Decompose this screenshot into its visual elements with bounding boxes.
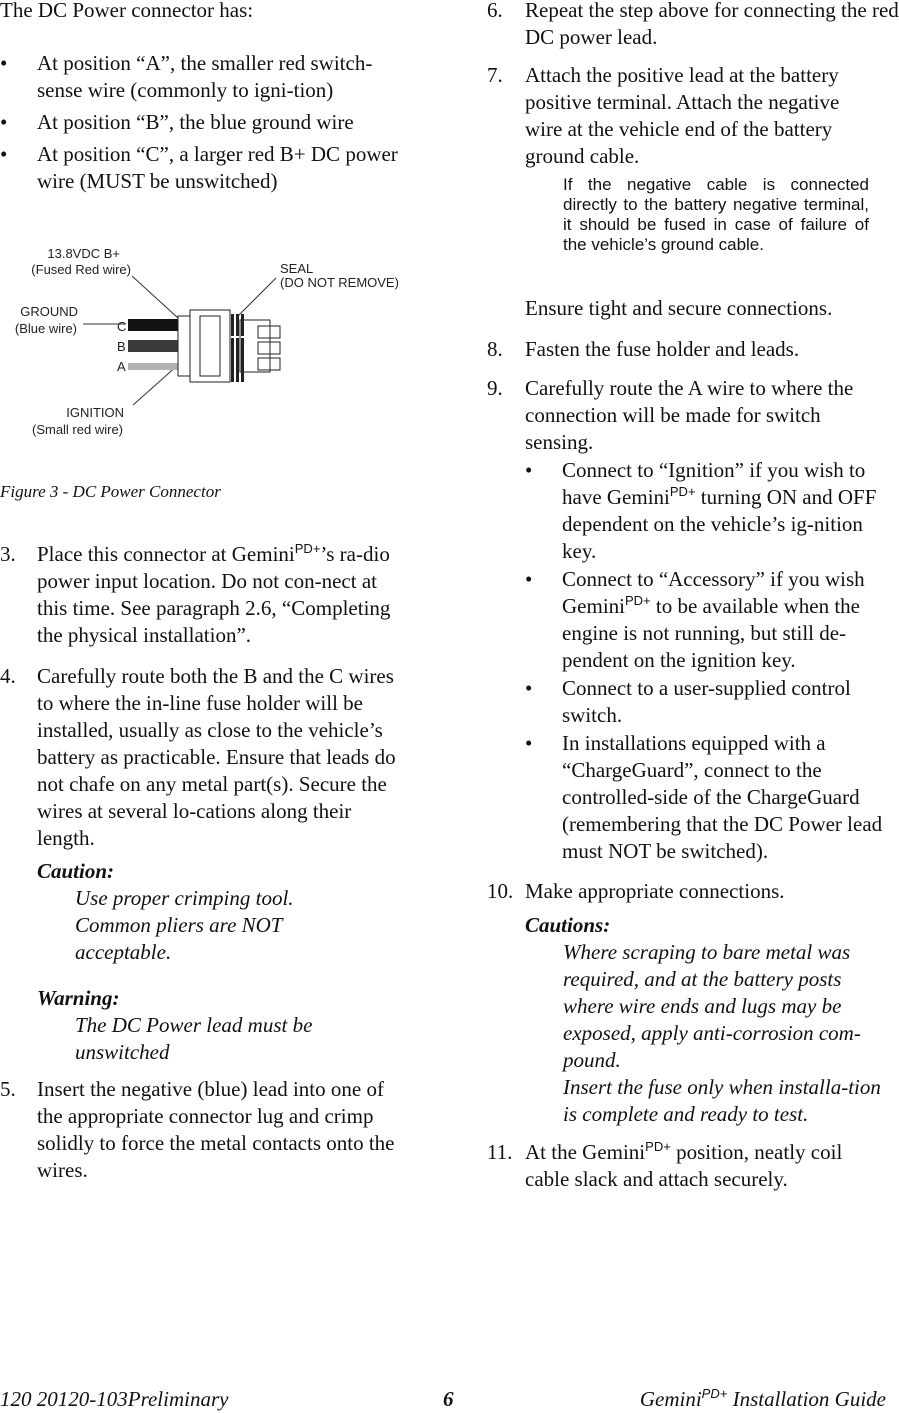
step-number: 4. <box>0 664 16 688</box>
cautions-body-2: Insert the fuse only when installa-tion is complete and ready to test. <box>563 1075 881 1126</box>
step-number: 5. <box>0 1077 16 1101</box>
list-item: • Connect to “Accessory” if you wish Gemini$^{PD+}$ to be available when the engine is not running, but still de-pendent on the ignition key. <box>525 566 899 674</box>
step-9-bullet-list <box>525 457 899 865</box>
page-number: 6 <box>443 1387 454 1411</box>
step-10: 10. Make appropriate connections. <box>487 879 785 903</box>
list-item: • At position “B”, the blue ground wire <box>0 109 410 136</box>
power-leader-line <box>132 276 178 318</box>
step-number: 7. <box>487 63 503 87</box>
wire-b <box>128 340 178 352</box>
seal-label: SEAL <box>280 261 314 276</box>
ignition-sub-label: (Small red wire) <box>31 422 123 437</box>
ground-sub-label: (Blue wire) <box>14 321 77 336</box>
step-number: 6. <box>487 0 503 22</box>
step-4: 4. Carefully route both the B and the C wires to where the in-line fuse holder will be installed, usually as close to the vehicle’s battery as practicable. Ensure that leads do not chafe on any metal part(s). Secure the wires at several lo-cations along their length. <box>0 664 396 850</box>
step-7-note: If the negative cable is connected directly to the battery negative terminal, it should be fused in case of failure of the vehicle’s ground cable. <box>563 175 869 254</box>
figure-caption: Figure 3 - DC Power Connector <box>0 482 221 501</box>
step-9: 9. Carefully route the A wire to where the connection will be made for switch sensing. <box>487 376 854 454</box>
step-number: 8. <box>487 337 503 361</box>
warning-body: The DC Power lead must be unswitched <box>75 1013 313 1064</box>
cautions-body-1: Where scraping to bare metal was required, and at the battery posts where wire ends and lugs may be exposed, apply anti-corrosion com-pound. <box>563 940 861 1072</box>
seal-sub-label: (DO NOT REMOVE) <box>280 275 399 290</box>
wire-a <box>128 363 178 370</box>
step-number: 10. <box>487 879 514 903</box>
step-7-after: Ensure tight and secure connections. <box>525 296 833 320</box>
ignition-leader-line <box>133 365 178 405</box>
wire-c <box>128 319 178 331</box>
connector-bullet-list <box>0 50 410 200</box>
caution-heading: Caution: <box>37 859 115 883</box>
caution-body: Use proper crimping tool. Common pliers are NOT acceptable. <box>75 886 294 964</box>
step-8: 8. Fasten the fuse holder and leads. <box>487 337 800 361</box>
power-label: 13.8VDC B+ <box>47 246 120 261</box>
step-6: 6. Repeat the step above for connecting the red DC power lead. <box>487 0 899 51</box>
ground-label: GROUND <box>20 304 78 319</box>
list-item: • Connect to “Ignition” if you wish to have Gemini$^{PD+}$ turning ON and OFF dependent on the vehicle’s ig-nition key. <box>525 457 899 565</box>
seal-leader-line <box>236 278 276 318</box>
list-item: • In installations equipped with a “ChargeGuard”, connect to the controlled-side of the ChargeGuard (remembering that the DC Power lead must NOT be switched). <box>525 730 899 865</box>
list-item: • Connect to a user-supplied control switch. <box>525 675 899 729</box>
warning-heading: Warning: <box>37 986 120 1010</box>
step-number: 3. <box>0 542 16 566</box>
guide-title: Gemini$^{PD+}$ Installation Guide <box>639 1386 886 1411</box>
list-item: • At position “C”, a larger red B+ DC power wire (MUST be unswitched) <box>0 141 410 195</box>
step-3: 3. Place this connector at Gemini$^{PD+}$’s ra-dio power input location. Do not con-nect at this time. See paragraph 2.6, “Completing the physical installation”. <box>0 541 391 647</box>
dc-power-connector-diagram <box>0 220 415 450</box>
ignition-label: IGNITION <box>66 405 124 420</box>
step-11: 11. At the Gemini$^{PD+}$ position, neatly coil cable slack and attach securely. <box>487 1139 843 1191</box>
power-sub-label: (Fused Red wire) <box>31 262 131 277</box>
intro-text: The DC Power connector has: <box>0 0 254 22</box>
step-5: 5. Insert the negative (blue) lead into one of the appropriate connector lug and crimp solidly to force the metal contacts onto the wires. <box>0 1077 395 1182</box>
connector-housing <box>178 310 280 382</box>
document-number: 120 20120-103Preliminary <box>0 1387 229 1411</box>
step-number: 11. <box>487 1140 513 1164</box>
list-item: • At position “A”, the smaller red switch-sense wire (commonly to igni-tion) <box>0 50 410 104</box>
pin-c-label: C <box>117 319 127 334</box>
pin-b-label: B <box>117 339 126 354</box>
step-7: 7. Attach the positive lead at the battery positive terminal. Attach the negative wire at the vehicle end of the battery ground cable. <box>487 63 840 168</box>
pin-a-label: A <box>117 359 126 374</box>
cautions-heading: Cautions: <box>525 913 611 937</box>
step-number: 9. <box>487 376 503 400</box>
seal <box>231 314 244 382</box>
